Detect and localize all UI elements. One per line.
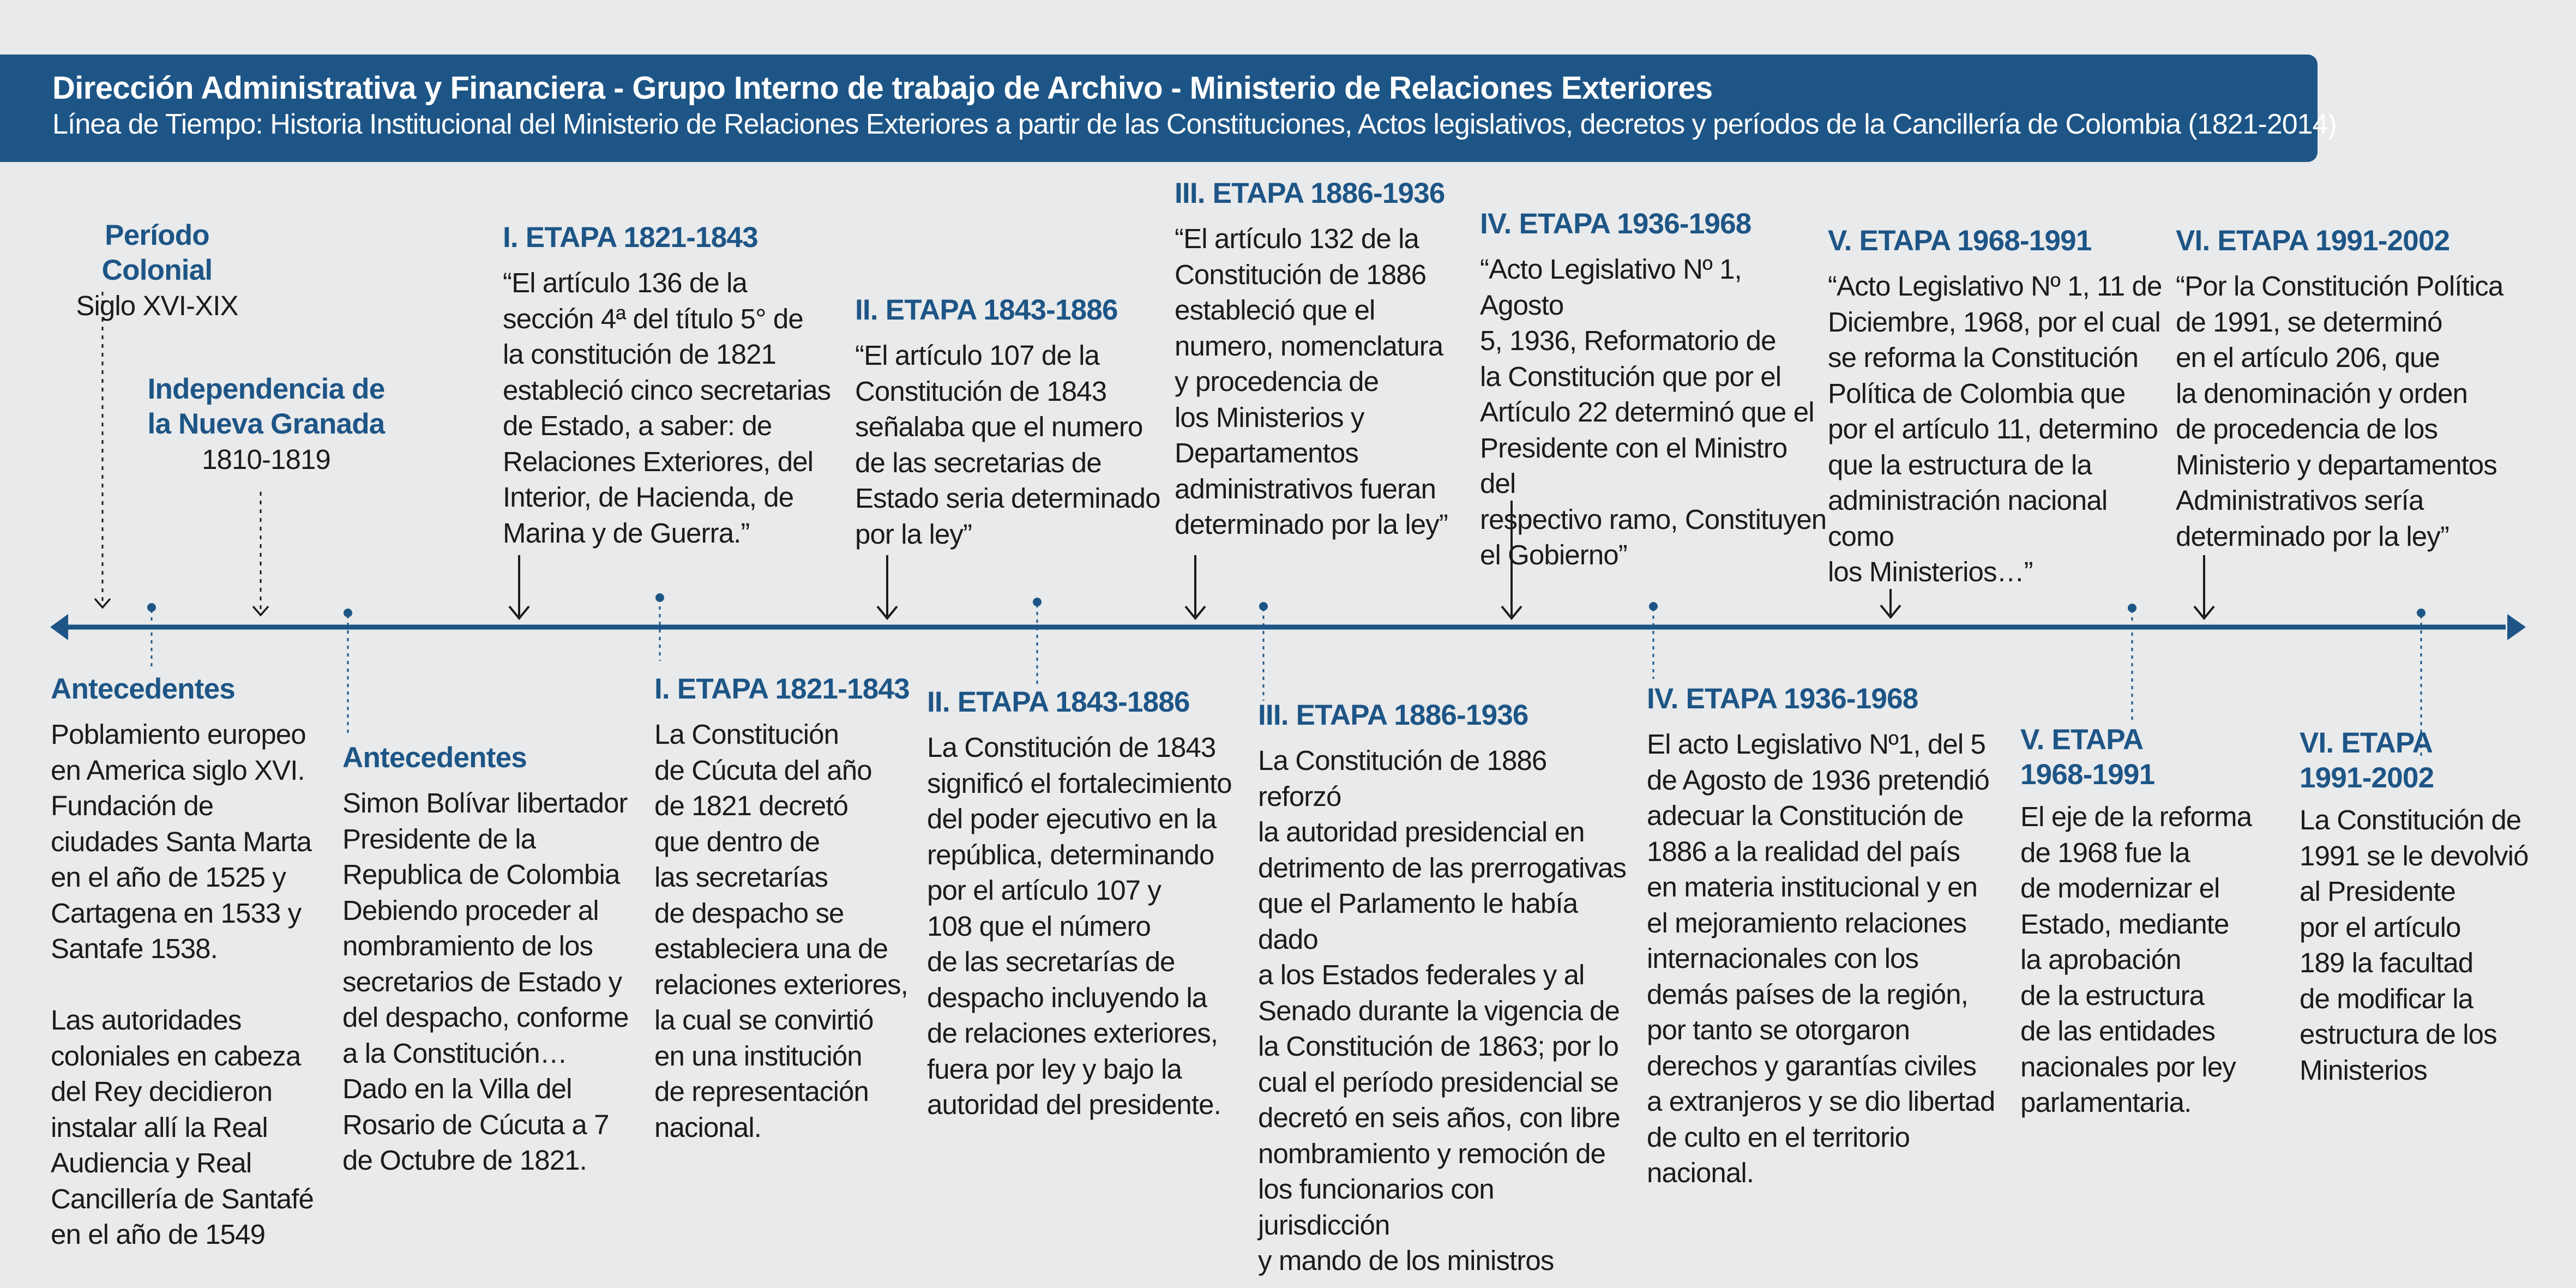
lower-etapa2-title: II. ETAPA 1843-1886 [927,686,1190,718]
upper-etapa6-title: VI. ETAPA 1991-2002 [2176,225,2450,257]
timeline-arrow-right [2507,614,2526,640]
lower-etapa6-text: La Constitución de 1991 se le devolvió al Presidente por el artículo 189 la facultad de modificar la estructura de los Ministerios [2300,804,2529,1086]
page-title: Dirección Administrativa y Financiera - Grupo Interno de trabajo de Archivo - Ministerio de Relaciones Exteriores [52,70,1713,106]
lower-antecedentes1-title: Antecedentes [51,673,235,705]
lower-etapa4-text: El acto Legislativo Nº1, del 5 de Agosto de 1936 pretendió adecuar la Constitución de 1886 a la realidad del país en materia institucional y en el mejoramiento relaciones internacionales con los demás países de la región, por tanto se otorgaron derechos y garantías civiles a extranjeros y se dio libertad de culto en el territorio nacional. [1647,729,1995,1188]
colonial-subtitle: Siglo XVI-XIX [76,290,238,321]
upper-etapa5-text: “Acto Legislativo Nº 1, 11 de Diciembre, 1968, por el cual se reforma la Constitución Política de Colombia que por el artículo 11, determino que la estructura de la administración nacional como los Ministerios…” [1828,270,2162,587]
upper-etapa4-title: IV. ETAPA 1936-1968 [1480,208,1752,240]
upper-etapa3-text: “El artículo 132 de la Constitución de 1886 estableció que el numero, nomenclatura y procedencia de los Ministerios y Departamentos administrativos fueran determinado por la ley” [1175,223,1448,540]
upper-etapa6-text: “Por la Constitución Política de 1991, se determinó en el artículo 206, que la denominación y orden de procedencia de los Ministerio y departamentos Administrativos sería determinado por la ley” [2176,270,2503,552]
upper-block-etapa2 [855,293,1204,552]
upper-etapa2-title: II. ETAPA 1843-1886 [855,294,1118,326]
upper-block-etapa1 [503,220,852,551]
node-antecedentes1 [147,603,156,612]
lower-block-etapa4 [1647,682,2007,1191]
upper-block-etapa4 [1480,207,1829,573]
independencia-title: Independencia de la Nueva Granada [147,373,385,440]
lower-block-etapa6 [2300,726,2529,1088]
upper-etapa5-title: V. ETAPA 1968-1991 [1828,225,2092,257]
node-etapa1 [655,593,664,602]
node-antecedentes2 [344,609,352,617]
lower-antecedentes2-title: Antecedentes [342,742,527,774]
lower-block-antecedentes2 [342,741,648,1178]
lower-antecedentes2-text: Simon Bolívar libertador Presidente de la Republica de Colombia Debiendo proceder al nombramiento de los secretarios de Estado y del despacho, conforme a la Constitución… Dado en la Villa del Rosario de Cúcuta a 7 de Octubre de 1821. [342,787,629,1176]
lower-etapa4-title: IV. ETAPA 1936-1968 [1647,683,1918,715]
upper-block-etapa6 [2176,224,2525,554]
lower-block-etapa3 [1258,698,1629,1279]
node-etapa2 [1033,598,1042,606]
lower-etapa1-text: La Constitución de Cúcuta del año de 1821 decretó que dentro de las secretarías de despacho se estableciera una de relaciones exteriores, la cual se convirtió en una institución de representación nacional. [654,719,908,1143]
lower-etapa3-text: La Constitución de 1886 reforzó la autoridad presidencial en detrimento de las prerrogativas que el Parlamento le había dado a los Estados federales y al Senado durante la vigencia de la Constitución de 1863; por lo cual el período presidencial se decretó en seis años, con libre nombramiento y remoción de los funcionarios con jurisdicción y mando de los ministros [1258,745,1627,1276]
lower-etapa6-title: VI. ETAPA 1991-2002 [2300,727,2434,794]
page-subtitle: Línea de Tiempo: Historia Institucional del Ministerio de Relaciones Exteriores a partir de las Constituciones, Actos legislativos, decretos y períodos de la Cancillería de Colombia (1821-2014) [52,109,2337,140]
node-etapa4 [1649,602,1658,611]
lower-etapa2-text: La Constitución de 1843 significó el fortalecimiento del poder ejecutivo en la república, determinando por el artículo 107 y 108 que el número de las secretarías de despacho incluyendo la de relaciones exteriores, fuera por ley y bajo la autoridad del presidente. [927,732,1232,1120]
timeline-arrow-left [50,614,68,640]
upper-etapa1-title: I. ETAPA 1821-1843 [503,221,758,254]
upper-block-independencia [146,372,386,478]
lower-block-etapa1 [654,672,949,1145]
upper-block-colonial [48,218,266,324]
lower-block-etapa5 [2020,723,2304,1121]
lower-block-antecedentes1 [51,672,356,1253]
lower-block-etapa2 [927,685,1254,1123]
upper-block-etapa3 [1175,176,1524,543]
upper-etapa2-text: “El artículo 107 de la Constitución de 1843 señalaba que el numero de las secretarias de Estado seria determinado por la ley” [855,340,1160,550]
node-etapa6 [2417,609,2425,617]
lower-etapa5-text: El eje de la reforma de 1968 fue la de modernizar el Estado, mediante la aprobación de la estructura de las entidades nacionales por ley parlamentaria. [2020,801,2252,1118]
lower-etapa5-title: V. ETAPA 1968-1991 [2020,724,2155,791]
node-etapa5 [2128,604,2136,612]
node-etapa3 [1259,602,1268,611]
upper-etapa3-title: III. ETAPA 1886-1936 [1175,177,1445,209]
upper-etapa4-text: “Acto Legislativo Nº 1, Agosto 5, 1936, Reformatorio de la Constitución que por el Artículo 22 determinó que el Presidente con el Ministro del respectivo ramo, Constituyen el Gobierno” [1480,254,1827,570]
upper-block-etapa5 [1828,224,2177,590]
lower-etapa3-title: III. ETAPA 1886-1936 [1258,699,1528,731]
independencia-subtitle: 1810-1819 [202,444,330,475]
upper-etapa1-text: “El artículo 136 de la sección 4ª del título 5° de la constitución de 1821 estableció cinco secretarias de Estado, a saber: de Relaciones Exteriores, del Interior, de Hacienda, de Marina y de Guerra.” [503,267,831,549]
lower-etapa1-title: I. ETAPA 1821-1843 [654,673,910,705]
colonial-title: Período Colonial [101,219,213,286]
lower-antecedentes1-text: Poblamiento europeo en America siglo XVI. Fundación de ciudades Santa Marta en el año de 1525 y Cartagena en 1533 y Santafe 1538. Las autoridades coloniales en cabeza del Rey decidieron instalar allí la Real Audiencia y Real Cancillería de Santafé en el año de 1549 [51,719,314,1250]
